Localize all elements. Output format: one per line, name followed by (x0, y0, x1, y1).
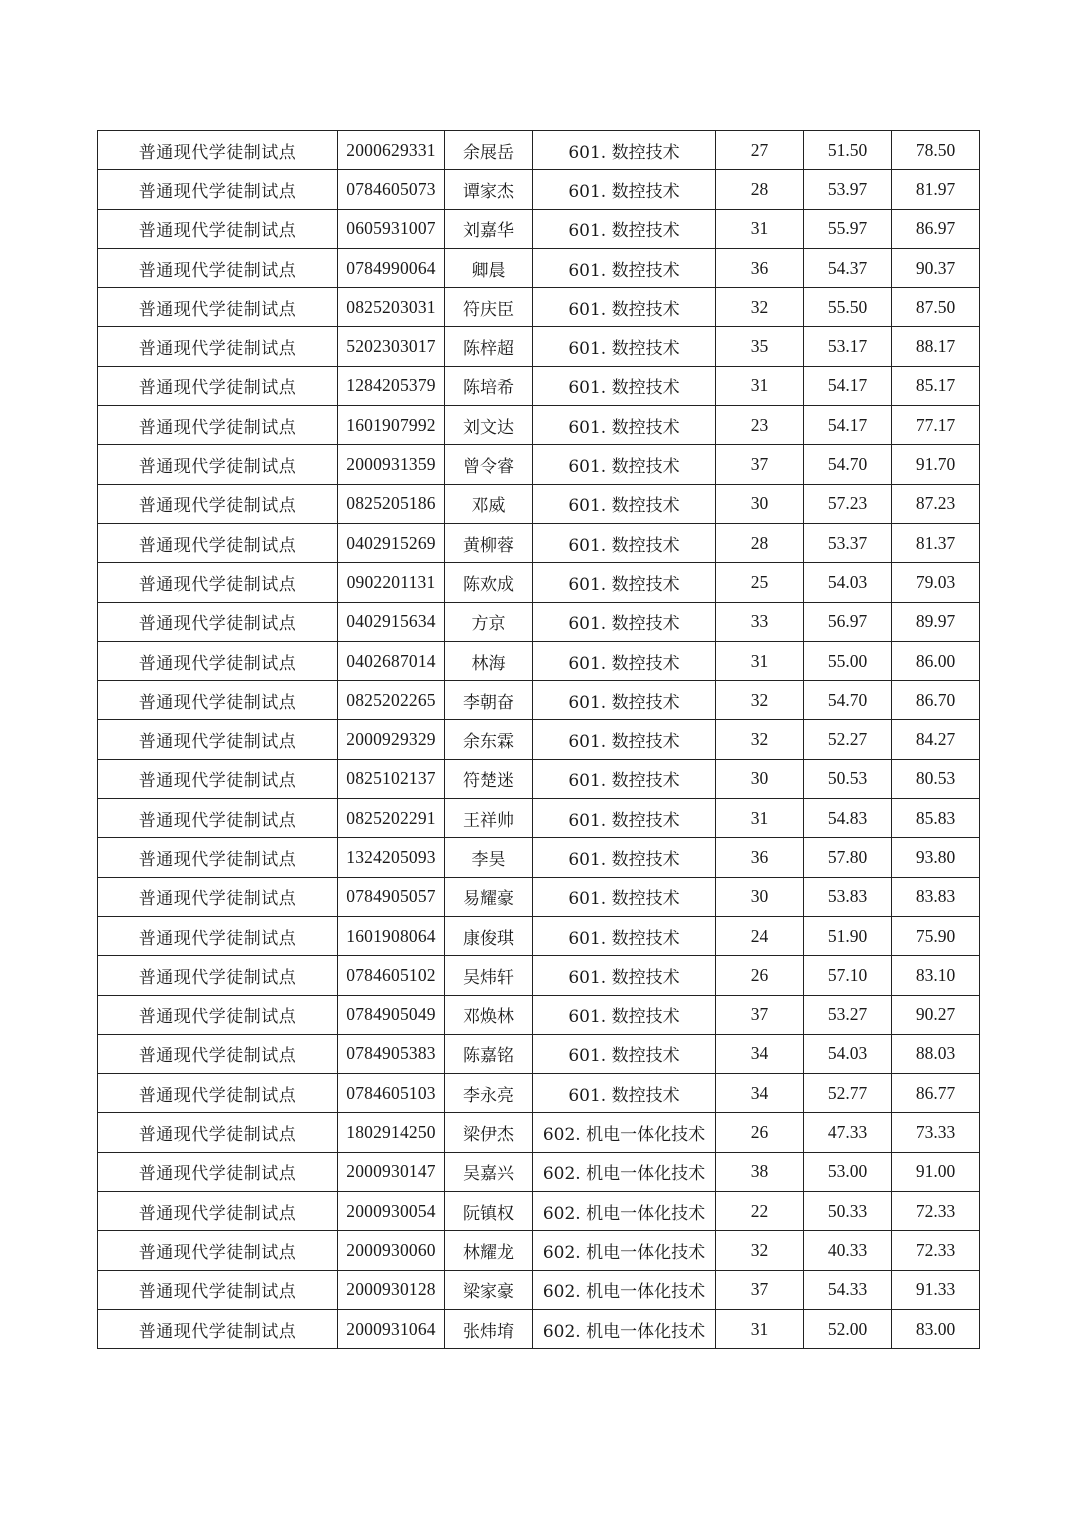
candidate-id-cell: 1802914250 (338, 1113, 445, 1152)
student-name-cell: 余东霖 (445, 720, 533, 759)
score-b-cell: 53.17 (804, 327, 892, 366)
student-name-cell: 张炜堉 (445, 1309, 533, 1348)
enrollment-type-cell: 普通现代学徒制试点 (98, 248, 338, 287)
total-score-cell: 86.70 (892, 681, 980, 720)
candidate-id-cell: 1601908064 (338, 916, 445, 955)
score-b-cell: 54.70 (804, 681, 892, 720)
candidate-id-cell: 0402915269 (338, 523, 445, 562)
total-score-cell: 86.00 (892, 641, 980, 680)
table-row (98, 445, 980, 484)
score-a-cell: 32 (716, 1231, 804, 1270)
score-a-cell: 36 (716, 248, 804, 287)
major-cell: 601. 数控技术 (533, 563, 716, 602)
candidate-id-cell: 2000930128 (338, 1270, 445, 1309)
candidate-id-cell: 0784990064 (338, 248, 445, 287)
enrollment-type-cell: 普通现代学徒制试点 (98, 681, 338, 720)
total-score-cell: 77.17 (892, 406, 980, 445)
score-b-cell: 54.17 (804, 366, 892, 405)
major-cell: 601. 数控技术 (533, 995, 716, 1034)
candidate-id-cell: 2000629331 (338, 131, 445, 170)
student-name-cell: 梁伊杰 (445, 1113, 533, 1152)
candidate-id-cell: 0825205186 (338, 484, 445, 523)
enrollment-type-cell: 普通现代学徒制试点 (98, 602, 338, 641)
major-cell: 601. 数控技术 (533, 170, 716, 209)
candidate-id-cell: 0402687014 (338, 641, 445, 680)
enrollment-type-cell: 普通现代学徒制试点 (98, 1270, 338, 1309)
total-score-cell: 81.37 (892, 523, 980, 562)
major-cell: 602. 机电一体化技术 (533, 1113, 716, 1152)
score-a-cell: 32 (716, 681, 804, 720)
table-row (98, 759, 980, 798)
enrollment-type-cell: 普通现代学徒制试点 (98, 799, 338, 838)
score-a-cell: 30 (716, 759, 804, 798)
candidate-id-cell: 0784605073 (338, 170, 445, 209)
student-name-cell: 刘文达 (445, 406, 533, 445)
score-b-cell: 56.97 (804, 602, 892, 641)
candidate-id-cell: 0784605102 (338, 956, 445, 995)
score-a-cell: 37 (716, 1270, 804, 1309)
student-name-cell: 符庆臣 (445, 288, 533, 327)
student-name-cell: 梁家豪 (445, 1270, 533, 1309)
enrollment-type-cell: 普通现代学徒制试点 (98, 838, 338, 877)
table-row (98, 1309, 980, 1348)
score-a-cell: 23 (716, 406, 804, 445)
major-cell: 601. 数控技术 (533, 209, 716, 248)
total-score-cell: 72.33 (892, 1231, 980, 1270)
score-b-cell: 57.80 (804, 838, 892, 877)
student-name-cell: 曾令睿 (445, 445, 533, 484)
candidate-id-cell: 0784605103 (338, 1074, 445, 1113)
score-b-cell: 53.97 (804, 170, 892, 209)
score-a-cell: 30 (716, 877, 804, 916)
candidate-id-cell: 0825102137 (338, 759, 445, 798)
score-b-cell: 52.77 (804, 1074, 892, 1113)
major-cell: 601. 数控技术 (533, 288, 716, 327)
candidate-id-cell: 0784905049 (338, 995, 445, 1034)
major-cell: 601. 数控技术 (533, 1074, 716, 1113)
table-row (98, 484, 980, 523)
table-row (98, 995, 980, 1034)
candidate-id-cell: 1324205093 (338, 838, 445, 877)
student-name-cell: 林海 (445, 641, 533, 680)
score-a-cell: 27 (716, 131, 804, 170)
score-a-cell: 38 (716, 1152, 804, 1191)
candidate-id-cell: 0784905057 (338, 877, 445, 916)
table-row (98, 641, 980, 680)
table-row (98, 956, 980, 995)
total-score-cell: 85.17 (892, 366, 980, 405)
table-row (98, 209, 980, 248)
score-b-cell: 57.23 (804, 484, 892, 523)
score-a-cell: 31 (716, 641, 804, 680)
table-row (98, 1270, 980, 1309)
major-cell: 601. 数控技术 (533, 877, 716, 916)
student-name-cell: 林耀龙 (445, 1231, 533, 1270)
major-cell: 601. 数控技术 (533, 248, 716, 287)
enrollment-type-cell: 普通现代学徒制试点 (98, 759, 338, 798)
major-cell: 601. 数控技术 (533, 406, 716, 445)
total-score-cell: 86.97 (892, 209, 980, 248)
score-b-cell: 53.83 (804, 877, 892, 916)
table-row (98, 838, 980, 877)
table-row (98, 366, 980, 405)
score-b-cell: 52.00 (804, 1309, 892, 1348)
student-name-cell: 卿晨 (445, 248, 533, 287)
candidate-id-cell: 0825203031 (338, 288, 445, 327)
student-name-cell: 李朝奋 (445, 681, 533, 720)
major-cell: 601. 数控技术 (533, 602, 716, 641)
enrollment-type-cell: 普通现代学徒制试点 (98, 327, 338, 366)
candidate-id-cell: 2000930060 (338, 1231, 445, 1270)
total-score-cell: 84.27 (892, 720, 980, 759)
score-a-cell: 36 (716, 838, 804, 877)
enrollment-type-cell: 普通现代学徒制试点 (98, 1152, 338, 1191)
candidate-id-cell: 1284205379 (338, 366, 445, 405)
student-name-cell: 邓威 (445, 484, 533, 523)
table-row (98, 916, 980, 955)
total-score-cell: 86.77 (892, 1074, 980, 1113)
score-b-cell: 53.37 (804, 523, 892, 562)
student-name-cell: 吴炜轩 (445, 956, 533, 995)
total-score-cell: 83.00 (892, 1309, 980, 1348)
total-score-cell: 88.17 (892, 327, 980, 366)
candidate-id-cell: 2000930054 (338, 1192, 445, 1231)
score-a-cell: 35 (716, 327, 804, 366)
score-a-cell: 31 (716, 1309, 804, 1348)
score-b-cell: 54.70 (804, 445, 892, 484)
table-row (98, 681, 980, 720)
student-name-cell: 陈梓超 (445, 327, 533, 366)
score-b-cell: 54.03 (804, 563, 892, 602)
table-row (98, 327, 980, 366)
student-name-cell: 邓焕林 (445, 995, 533, 1034)
total-score-cell: 83.83 (892, 877, 980, 916)
student-name-cell: 刘嘉华 (445, 209, 533, 248)
score-a-cell: 31 (716, 799, 804, 838)
major-cell: 602. 机电一体化技术 (533, 1270, 716, 1309)
major-cell: 601. 数控技术 (533, 327, 716, 366)
candidate-id-cell: 0402915634 (338, 602, 445, 641)
candidate-id-cell: 0825202265 (338, 681, 445, 720)
score-b-cell: 55.00 (804, 641, 892, 680)
candidate-id-cell: 2000931064 (338, 1309, 445, 1348)
total-score-cell: 73.33 (892, 1113, 980, 1152)
score-b-cell: 40.33 (804, 1231, 892, 1270)
major-cell: 601. 数控技术 (533, 445, 716, 484)
major-cell: 601. 数控技术 (533, 916, 716, 955)
score-a-cell: 37 (716, 445, 804, 484)
total-score-cell: 78.50 (892, 131, 980, 170)
score-b-cell: 54.03 (804, 1034, 892, 1073)
total-score-cell: 80.53 (892, 759, 980, 798)
table-body (98, 131, 980, 1349)
total-score-cell: 83.10 (892, 956, 980, 995)
table-row (98, 1231, 980, 1270)
major-cell: 602. 机电一体化技术 (533, 1192, 716, 1231)
enrollment-type-cell: 普通现代学徒制试点 (98, 916, 338, 955)
total-score-cell: 87.23 (892, 484, 980, 523)
student-name-cell: 李永亮 (445, 1074, 533, 1113)
table-row (98, 523, 980, 562)
major-cell: 601. 数控技术 (533, 523, 716, 562)
score-a-cell: 32 (716, 288, 804, 327)
score-b-cell: 54.33 (804, 1270, 892, 1309)
enrollment-type-cell: 普通现代学徒制试点 (98, 288, 338, 327)
score-a-cell: 34 (716, 1034, 804, 1073)
candidate-id-cell: 2000931359 (338, 445, 445, 484)
table-row (98, 1152, 980, 1191)
student-name-cell: 余展岳 (445, 131, 533, 170)
major-cell: 601. 数控技术 (533, 759, 716, 798)
score-a-cell: 24 (716, 916, 804, 955)
enrollment-type-cell: 普通现代学徒制试点 (98, 170, 338, 209)
total-score-cell: 93.80 (892, 838, 980, 877)
major-cell: 601. 数控技术 (533, 956, 716, 995)
major-cell: 601. 数控技术 (533, 131, 716, 170)
score-table (97, 130, 980, 1349)
student-name-cell: 符楚迷 (445, 759, 533, 798)
score-a-cell: 28 (716, 170, 804, 209)
score-b-cell: 52.27 (804, 720, 892, 759)
score-b-cell: 55.50 (804, 288, 892, 327)
enrollment-type-cell: 普通现代学徒制试点 (98, 523, 338, 562)
score-a-cell: 25 (716, 563, 804, 602)
score-b-cell: 57.10 (804, 956, 892, 995)
enrollment-type-cell: 普通现代学徒制试点 (98, 1231, 338, 1270)
candidate-id-cell: 1601907992 (338, 406, 445, 445)
major-cell: 602. 机电一体化技术 (533, 1309, 716, 1348)
table-row (98, 248, 980, 287)
total-score-cell: 91.70 (892, 445, 980, 484)
total-score-cell: 88.03 (892, 1034, 980, 1073)
student-name-cell: 吴嘉兴 (445, 1152, 533, 1191)
table-row (98, 288, 980, 327)
enrollment-type-cell: 普通现代学徒制试点 (98, 445, 338, 484)
candidate-id-cell: 5202303017 (338, 327, 445, 366)
score-a-cell: 31 (716, 366, 804, 405)
student-name-cell: 谭家杰 (445, 170, 533, 209)
enrollment-type-cell: 普通现代学徒制试点 (98, 956, 338, 995)
score-b-cell: 55.97 (804, 209, 892, 248)
enrollment-type-cell: 普通现代学徒制试点 (98, 484, 338, 523)
enrollment-type-cell: 普通现代学徒制试点 (98, 995, 338, 1034)
table-row (98, 602, 980, 641)
enrollment-type-cell: 普通现代学徒制试点 (98, 1113, 338, 1152)
student-name-cell: 李昊 (445, 838, 533, 877)
student-name-cell: 黄柳蓉 (445, 523, 533, 562)
score-a-cell: 28 (716, 523, 804, 562)
table-row (98, 406, 980, 445)
score-b-cell: 54.37 (804, 248, 892, 287)
table-row (98, 799, 980, 838)
major-cell: 601. 数控技术 (533, 641, 716, 680)
table-row (98, 720, 980, 759)
score-b-cell: 51.50 (804, 131, 892, 170)
score-a-cell: 31 (716, 209, 804, 248)
student-name-cell: 康俊琪 (445, 916, 533, 955)
candidate-id-cell: 0902201131 (338, 563, 445, 602)
candidate-id-cell: 0605931007 (338, 209, 445, 248)
score-b-cell: 53.27 (804, 995, 892, 1034)
enrollment-type-cell: 普通现代学徒制试点 (98, 1192, 338, 1231)
student-name-cell: 易耀豪 (445, 877, 533, 916)
student-name-cell: 阮镇权 (445, 1192, 533, 1231)
enrollment-type-cell: 普通现代学徒制试点 (98, 209, 338, 248)
enrollment-type-cell: 普通现代学徒制试点 (98, 1074, 338, 1113)
score-a-cell: 37 (716, 995, 804, 1034)
student-name-cell: 陈培希 (445, 366, 533, 405)
enrollment-type-cell: 普通现代学徒制试点 (98, 641, 338, 680)
major-cell: 601. 数控技术 (533, 484, 716, 523)
score-b-cell: 53.00 (804, 1152, 892, 1191)
candidate-id-cell: 2000930147 (338, 1152, 445, 1191)
score-a-cell: 22 (716, 1192, 804, 1231)
table-row (98, 877, 980, 916)
total-score-cell: 90.27 (892, 995, 980, 1034)
major-cell: 601. 数控技术 (533, 838, 716, 877)
enrollment-type-cell: 普通现代学徒制试点 (98, 131, 338, 170)
candidate-id-cell: 0825202291 (338, 799, 445, 838)
enrollment-type-cell: 普通现代学徒制试点 (98, 563, 338, 602)
total-score-cell: 87.50 (892, 288, 980, 327)
total-score-cell: 81.97 (892, 170, 980, 209)
score-a-cell: 26 (716, 956, 804, 995)
score-a-cell: 32 (716, 720, 804, 759)
table-row (98, 1074, 980, 1113)
score-a-cell: 26 (716, 1113, 804, 1152)
total-score-cell: 91.33 (892, 1270, 980, 1309)
total-score-cell: 72.33 (892, 1192, 980, 1231)
total-score-cell: 75.90 (892, 916, 980, 955)
table-row (98, 131, 980, 170)
score-b-cell: 54.17 (804, 406, 892, 445)
candidate-id-cell: 2000929329 (338, 720, 445, 759)
major-cell: 601. 数控技术 (533, 799, 716, 838)
student-name-cell: 王祥帅 (445, 799, 533, 838)
major-cell: 601. 数控技术 (533, 1034, 716, 1073)
score-a-cell: 33 (716, 602, 804, 641)
student-name-cell: 方京 (445, 602, 533, 641)
major-cell: 602. 机电一体化技术 (533, 1231, 716, 1270)
score-b-cell: 50.53 (804, 759, 892, 798)
total-score-cell: 91.00 (892, 1152, 980, 1191)
table-row (98, 1113, 980, 1152)
enrollment-type-cell: 普通现代学徒制试点 (98, 720, 338, 759)
enrollment-type-cell: 普通现代学徒制试点 (98, 877, 338, 916)
candidate-id-cell: 0784905383 (338, 1034, 445, 1073)
score-a-cell: 34 (716, 1074, 804, 1113)
enrollment-type-cell: 普通现代学徒制试点 (98, 406, 338, 445)
score-b-cell: 47.33 (804, 1113, 892, 1152)
table-row (98, 1192, 980, 1231)
enrollment-type-cell: 普通现代学徒制试点 (98, 1034, 338, 1073)
table-row (98, 1034, 980, 1073)
enrollment-type-cell: 普通现代学徒制试点 (98, 1309, 338, 1348)
student-name-cell: 陈嘉铭 (445, 1034, 533, 1073)
total-score-cell: 89.97 (892, 602, 980, 641)
table-row (98, 563, 980, 602)
score-b-cell: 51.90 (804, 916, 892, 955)
major-cell: 601. 数控技术 (533, 720, 716, 759)
student-name-cell: 陈欢成 (445, 563, 533, 602)
total-score-cell: 85.83 (892, 799, 980, 838)
total-score-cell: 90.37 (892, 248, 980, 287)
table-row (98, 170, 980, 209)
major-cell: 602. 机电一体化技术 (533, 1152, 716, 1191)
enrollment-type-cell: 普通现代学徒制试点 (98, 366, 338, 405)
score-b-cell: 50.33 (804, 1192, 892, 1231)
score-a-cell: 30 (716, 484, 804, 523)
score-b-cell: 54.83 (804, 799, 892, 838)
major-cell: 601. 数控技术 (533, 366, 716, 405)
total-score-cell: 79.03 (892, 563, 980, 602)
major-cell: 601. 数控技术 (533, 681, 716, 720)
